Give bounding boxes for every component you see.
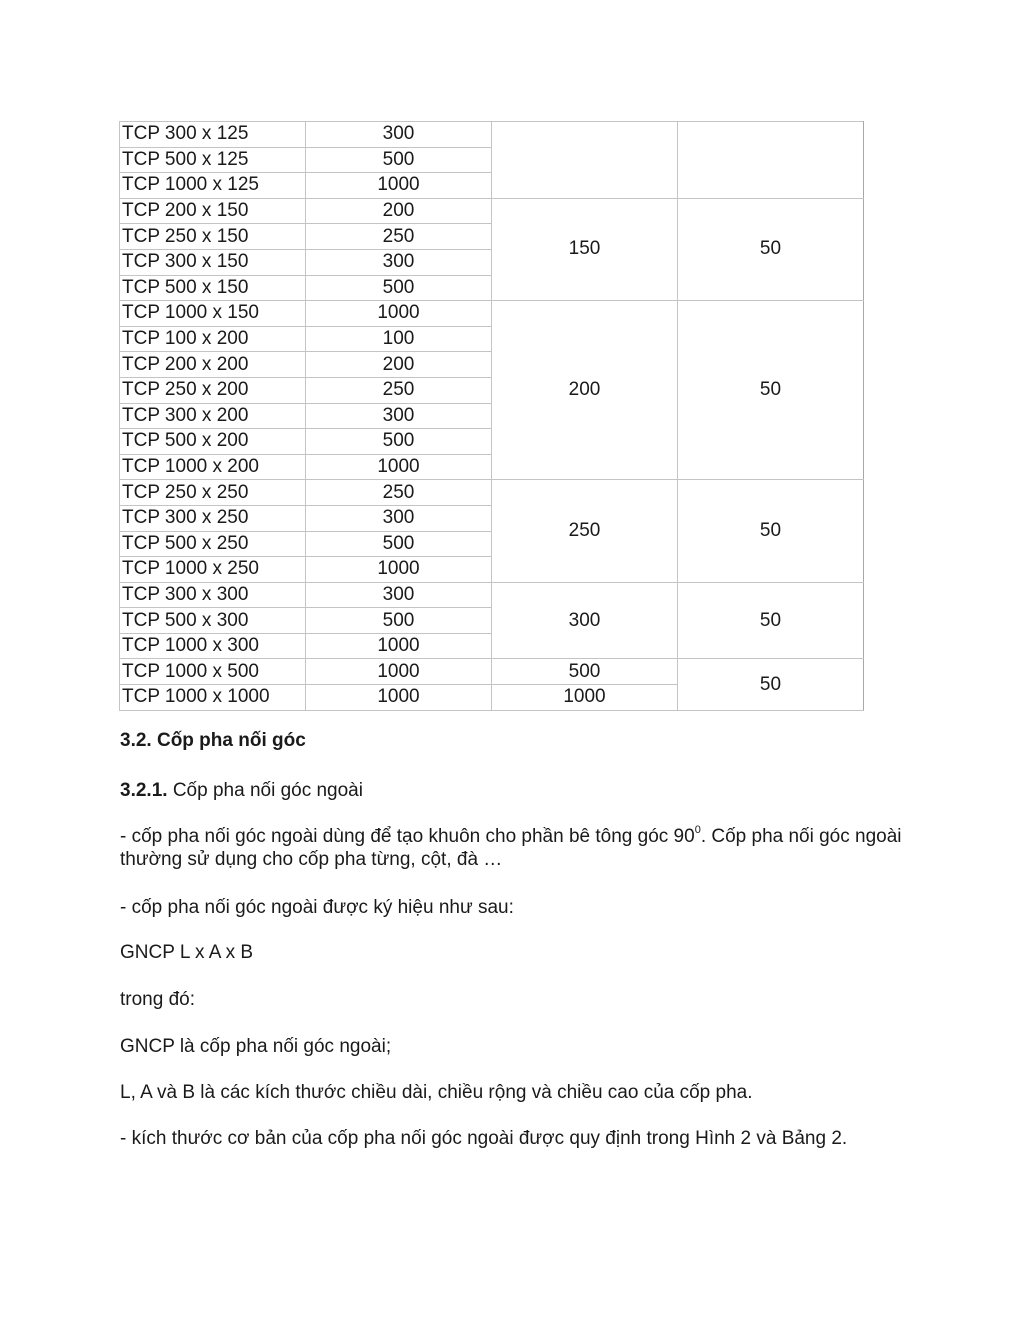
product-code-cell: TCP 200 x 150 (120, 198, 306, 224)
height-cell: 50 (678, 301, 864, 480)
product-code-cell: TCP 500 x 150 (120, 275, 306, 301)
product-code-cell: TCP 300 x 300 (120, 582, 306, 608)
length-cell: 1000 (306, 633, 492, 659)
length-cell: 200 (306, 198, 492, 224)
table-row (120, 480, 864, 506)
length-cell: 200 (306, 352, 492, 378)
table-row (120, 122, 864, 148)
table-row (120, 582, 864, 608)
paragraph-gncp-definition: GNCP là cốp pha nối góc ngoài; (120, 1036, 392, 1057)
width-cell: 500 (492, 659, 678, 685)
product-code-cell: TCP 1000 x 1000 (120, 685, 306, 711)
width-cell (492, 122, 678, 199)
length-cell: 300 (306, 403, 492, 429)
product-code-cell: TCP 500 x 250 (120, 531, 306, 557)
width-cell: 1000 (492, 685, 678, 711)
product-code-cell: TCP 1000 x 300 (120, 633, 306, 659)
table-row (120, 301, 864, 327)
length-cell: 250 (306, 480, 492, 506)
length-cell: 300 (306, 505, 492, 531)
subsection-title: Cốp pha nối góc ngoài (167, 780, 363, 801)
product-code-cell: TCP 300 x 125 (120, 122, 306, 148)
length-cell: 300 (306, 122, 492, 148)
degree-superscript: 0 (694, 824, 701, 836)
paragraph-dimension-definition: L, A và B là các kích thước chiều dài, chiều rộng và chiều cao của cốp pha. (120, 1082, 753, 1103)
table-row (120, 659, 864, 685)
length-cell: 100 (306, 326, 492, 352)
paragraph-size-reference: - kích thước cơ bản của cốp pha nối góc ngoài được quy định trong Hình 2 và Bảng 2. (120, 1128, 848, 1149)
length-cell: 1000 (306, 301, 492, 327)
product-code-cell: TCP 500 x 200 (120, 429, 306, 455)
subsection-heading (120, 779, 920, 802)
length-cell: 1000 (306, 659, 492, 685)
paragraph-where: trong đó: (120, 989, 195, 1010)
length-cell: 500 (306, 531, 492, 557)
product-code-cell: TCP 1000 x 200 (120, 454, 306, 480)
height-cell: 50 (678, 198, 864, 300)
notation-formula: GNCP L x A x B (120, 942, 254, 963)
section-heading: 3.2. Cốp pha nối góc (120, 730, 306, 751)
height-cell: 50 (678, 659, 864, 710)
product-code-cell: TCP 100 x 200 (120, 326, 306, 352)
product-code-cell: TCP 1000 x 150 (120, 301, 306, 327)
length-cell: 1000 (306, 173, 492, 199)
height-cell (678, 122, 864, 199)
length-cell: 250 (306, 377, 492, 403)
paragraph-notation-intro: - cốp pha nối góc ngoài được ký hiệu như sau: (120, 897, 514, 918)
product-code-cell: TCP 500 x 300 (120, 608, 306, 634)
paragraph-purpose (120, 825, 910, 871)
purpose-text-start: - cốp pha nối góc ngoài dùng để tạo khuôn cho phần bê tông góc 90 (120, 826, 695, 847)
length-cell: 1000 (306, 557, 492, 583)
length-cell: 1000 (306, 685, 492, 711)
product-code-cell: TCP 200 x 200 (120, 352, 306, 378)
length-cell: 500 (306, 147, 492, 173)
product-code-cell: TCP 250 x 200 (120, 377, 306, 403)
length-cell: 1000 (306, 454, 492, 480)
width-cell: 300 (492, 582, 678, 659)
product-code-cell: TCP 1000 x 500 (120, 659, 306, 685)
length-cell: 300 (306, 582, 492, 608)
product-code-cell: TCP 250 x 150 (120, 224, 306, 250)
length-cell: 500 (306, 275, 492, 301)
product-code-cell: TCP 1000 x 250 (120, 557, 306, 583)
length-cell: 500 (306, 429, 492, 455)
subsection-number: 3.2.1. (120, 780, 168, 801)
height-cell: 50 (678, 480, 864, 582)
width-cell: 200 (492, 301, 678, 480)
table-row (120, 198, 864, 224)
product-code-cell: TCP 1000 x 125 (120, 173, 306, 199)
purpose-text-end: . Cốp pha nối góc ngoài thường sử dụng cho cốp pha từng, cột, đà … (120, 826, 902, 870)
formwork-size-table (119, 121, 864, 711)
length-cell: 500 (306, 608, 492, 634)
product-code-cell: TCP 500 x 125 (120, 147, 306, 173)
product-code-cell: TCP 300 x 150 (120, 249, 306, 275)
width-cell: 250 (492, 480, 678, 582)
width-cell: 150 (492, 198, 678, 300)
product-code-cell: TCP 250 x 250 (120, 480, 306, 506)
height-cell: 50 (678, 582, 864, 659)
length-cell: 250 (306, 224, 492, 250)
length-cell: 300 (306, 249, 492, 275)
product-code-cell: TCP 300 x 250 (120, 505, 306, 531)
product-code-cell: TCP 300 x 200 (120, 403, 306, 429)
